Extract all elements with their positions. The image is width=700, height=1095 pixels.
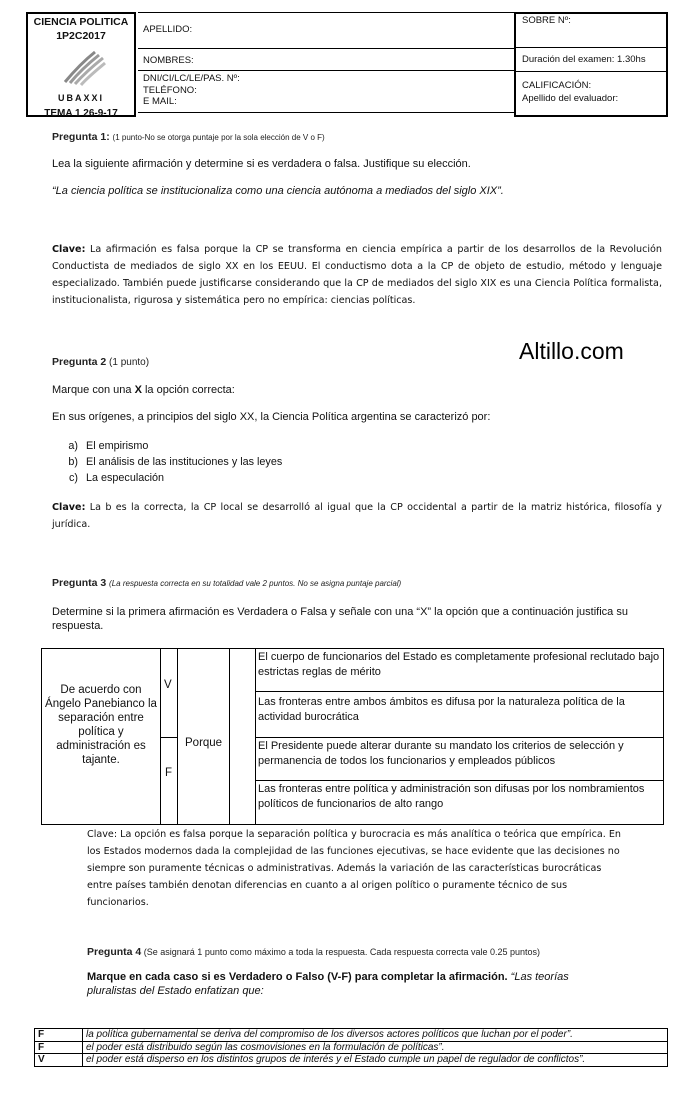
q2-option-letter: c) — [69, 472, 78, 484]
contact-fields[interactable] — [138, 71, 514, 114]
q4-prompt — [87, 970, 607, 998]
q3-table — [41, 648, 664, 825]
q4-row-3 — [35, 1054, 667, 1066]
q4-prompt-italic: “Las teorías pluralistas del Estado enfatizan que: — [87, 971, 569, 997]
q2-prompt-x: X — [134, 384, 142, 396]
q2-note: (1 punto) — [109, 357, 150, 368]
q3-porque: Porque — [185, 737, 223, 749]
apellido-field[interactable]: APELLIDO: — [138, 13, 514, 49]
course-code: 1P2C2017 — [56, 30, 106, 42]
q2-clave-label: Clave: — [52, 502, 86, 513]
q3-title — [52, 577, 662, 589]
q4-answer-mark[interactable]: V — [38, 1054, 45, 1065]
q3-option-3[interactable]: El Presidente puede alterar durante su mandato los criterios de selección y permanencia de todos los funcionarios y empleados públicos — [258, 740, 624, 767]
q3-statement: De acuerdo con Ángelo Panebianco la separación entre política y administración es tajante. — [45, 684, 157, 766]
q4-title — [87, 946, 667, 958]
q2-clave-text: La b es la correcta, la CP local se desarrolló al igual que la CP occidental a partir de la matriz histórica, filosofía y jurídica. — [52, 502, 662, 530]
course-name: CIENCIA POLITICA — [33, 16, 129, 28]
q4-row-text: la política gubernamental se deriva del compromiso de los diversos actores políticos que luchan por el poder”. — [82, 1029, 667, 1041]
q3-note: (La respuesta correcta en su totalidad vale 2 puntos. No se asigna puntaje parcial) — [109, 579, 402, 588]
q3-clave: Clave: La opción es falsa porque la separación política y burocracia es más analítica o teórica que empírica. En los Estados modernos dada la complejidad de las funciones ejecutivas, se hace evidente que las decisiones no siempre son puramente técnicas o administrativas. Además la variación de las características burocráticas entre países también denotan diferencias en cuanto a al origen político o puramente técnico de sus funcionarios. — [87, 829, 621, 908]
telefono-field: TELÉFONO: — [143, 84, 197, 96]
q2-prompt-post: la opción correcta: — [141, 384, 235, 396]
ubaxxi-logo-icon — [55, 50, 107, 86]
q4-row-2 — [35, 1042, 667, 1055]
q1-clave-label: Clave: — [52, 244, 86, 255]
q2-options — [52, 438, 662, 486]
q2-option-text: La especulación — [86, 472, 165, 484]
q3-option-2[interactable]: Las fronteras entre ambos ámbitos es difusa por la naturaleza política de la actividad burocrática — [258, 696, 625, 723]
q4-heading: Pregunta 4 — [87, 946, 142, 958]
dni-field: DNI/CI/LC/LE/PAS. Nº: — [143, 73, 240, 84]
duracion-label: Duración del examen: 1.30hs — [516, 48, 666, 72]
q3-vf-divider — [160, 737, 177, 738]
tema-label: TEMA 1 26-9-17 — [44, 108, 118, 119]
q1-clave — [52, 241, 662, 309]
calificacion-label: CALIFICACIÓN: — [522, 80, 592, 91]
altillo-watermark: Altillo.com — [519, 338, 624, 364]
q3-option-4[interactable]: Las fronteras entre política y administración son difusas por los nombramientos políticos de funcionarios de alto rango — [258, 783, 645, 810]
q3-f-box[interactable]: F — [165, 767, 173, 779]
grading-box — [514, 12, 668, 117]
q2-option-a[interactable] — [52, 438, 662, 454]
course-box — [26, 12, 136, 117]
q3-prompt: Determine si la primera afirmación es Verdadera o Falsa y señale con una “X” la opción que a continuación justifica su respuesta. — [52, 606, 628, 632]
q4-note: (Se asignará 1 punto como máximo a toda la respuesta. Cada respuesta correcta vale 0.25 puntos) — [143, 947, 541, 957]
q2-heading: Pregunta 2 — [52, 356, 107, 368]
q3-row-divider — [255, 691, 663, 692]
q4-answer-mark[interactable]: F — [38, 1029, 45, 1040]
q2-intro: En sus orígenes, a principios del siglo XX, la Ciencia Política argentina se caracterizó por: — [52, 411, 491, 423]
q3-heading: Pregunta 3 — [52, 577, 107, 589]
q2-prompt-pre: Marque con una — [52, 384, 135, 396]
email-field: E MAIL: — [143, 96, 177, 107]
evaluador-label: Apellido del evaluador: — [522, 93, 619, 104]
q3-divider — [229, 649, 230, 824]
q4-row-text: el poder está disperso en los distintos grupos de interés y el Estado cumple un papel de regulador de conflictos”. — [82, 1054, 667, 1066]
q1-heading: Pregunta 1: — [52, 131, 110, 143]
q2-clave — [52, 499, 662, 533]
q4-row-text: el poder está distribuido según las cosmovisiones en la formulación de políticas”. — [82, 1042, 667, 1054]
q4-answer-mark[interactable]: F — [38, 1041, 45, 1053]
q3-divider — [177, 649, 178, 824]
q2-option-b[interactable] — [52, 454, 662, 470]
q1-quote: “La ciencia política se institucionaliza como una ciencia autónoma a mediados del siglo XIX”. — [52, 185, 504, 197]
q2-option-c[interactable] — [52, 470, 662, 486]
q2-prompt — [52, 383, 662, 397]
q4-prompt-bold: Marque en cada caso si es Verdadero o Falso (V-F) para completar la afirmación. — [87, 971, 508, 983]
q3-v-box[interactable]: V — [164, 679, 172, 691]
q1-title — [52, 131, 662, 143]
student-info — [138, 12, 514, 113]
q2-option-letter: a) — [68, 440, 78, 452]
calificacion-field[interactable] — [516, 72, 666, 115]
exam-header — [26, 12, 668, 117]
q1-prompt: Lea la siguiente afirmación y determine si es verdadera o falsa. Justifique su elección. — [52, 158, 471, 170]
q1-note: (1 punto-No se otorga puntaje por la sola elección de V o F) — [112, 133, 325, 142]
q4-table — [34, 1028, 668, 1067]
q2-option-letter: b) — [68, 456, 78, 468]
uba-label: UBAXXI — [57, 93, 104, 103]
sobre-field[interactable]: SOBRE Nº: — [516, 14, 666, 48]
q2-option-text: El empirismo — [86, 440, 149, 452]
q4-row-1 — [35, 1029, 667, 1042]
q1-clave-text: La afirmación es falsa porque la CP se transforma en ciencia empírica a partir de los desarrollos de la Revolución Conductista de mediados de siglo XX en los EEUU. El conductismo dota a la CP de objeto de estudio, método y lenguaje especializado. También puede justificarse considerando que la CP de mediados del siglo XIX es una Ciencia Política formalista, institucionalista, rigurosa y sistemática pero no empírica: ciencias políticas. — [52, 244, 662, 306]
q3-option-1[interactable]: El cuerpo de funcionarios del Estado es completamente profesional reclutado bajo estrictas reglas de mérito — [258, 651, 660, 678]
nombres-field[interactable]: NOMBRES: — [138, 49, 514, 71]
q3-row-divider — [255, 780, 663, 781]
q2-option-text: El análisis de las instituciones y las leyes — [86, 456, 283, 468]
q2-title — [52, 356, 662, 368]
q3-row-divider — [255, 737, 663, 738]
